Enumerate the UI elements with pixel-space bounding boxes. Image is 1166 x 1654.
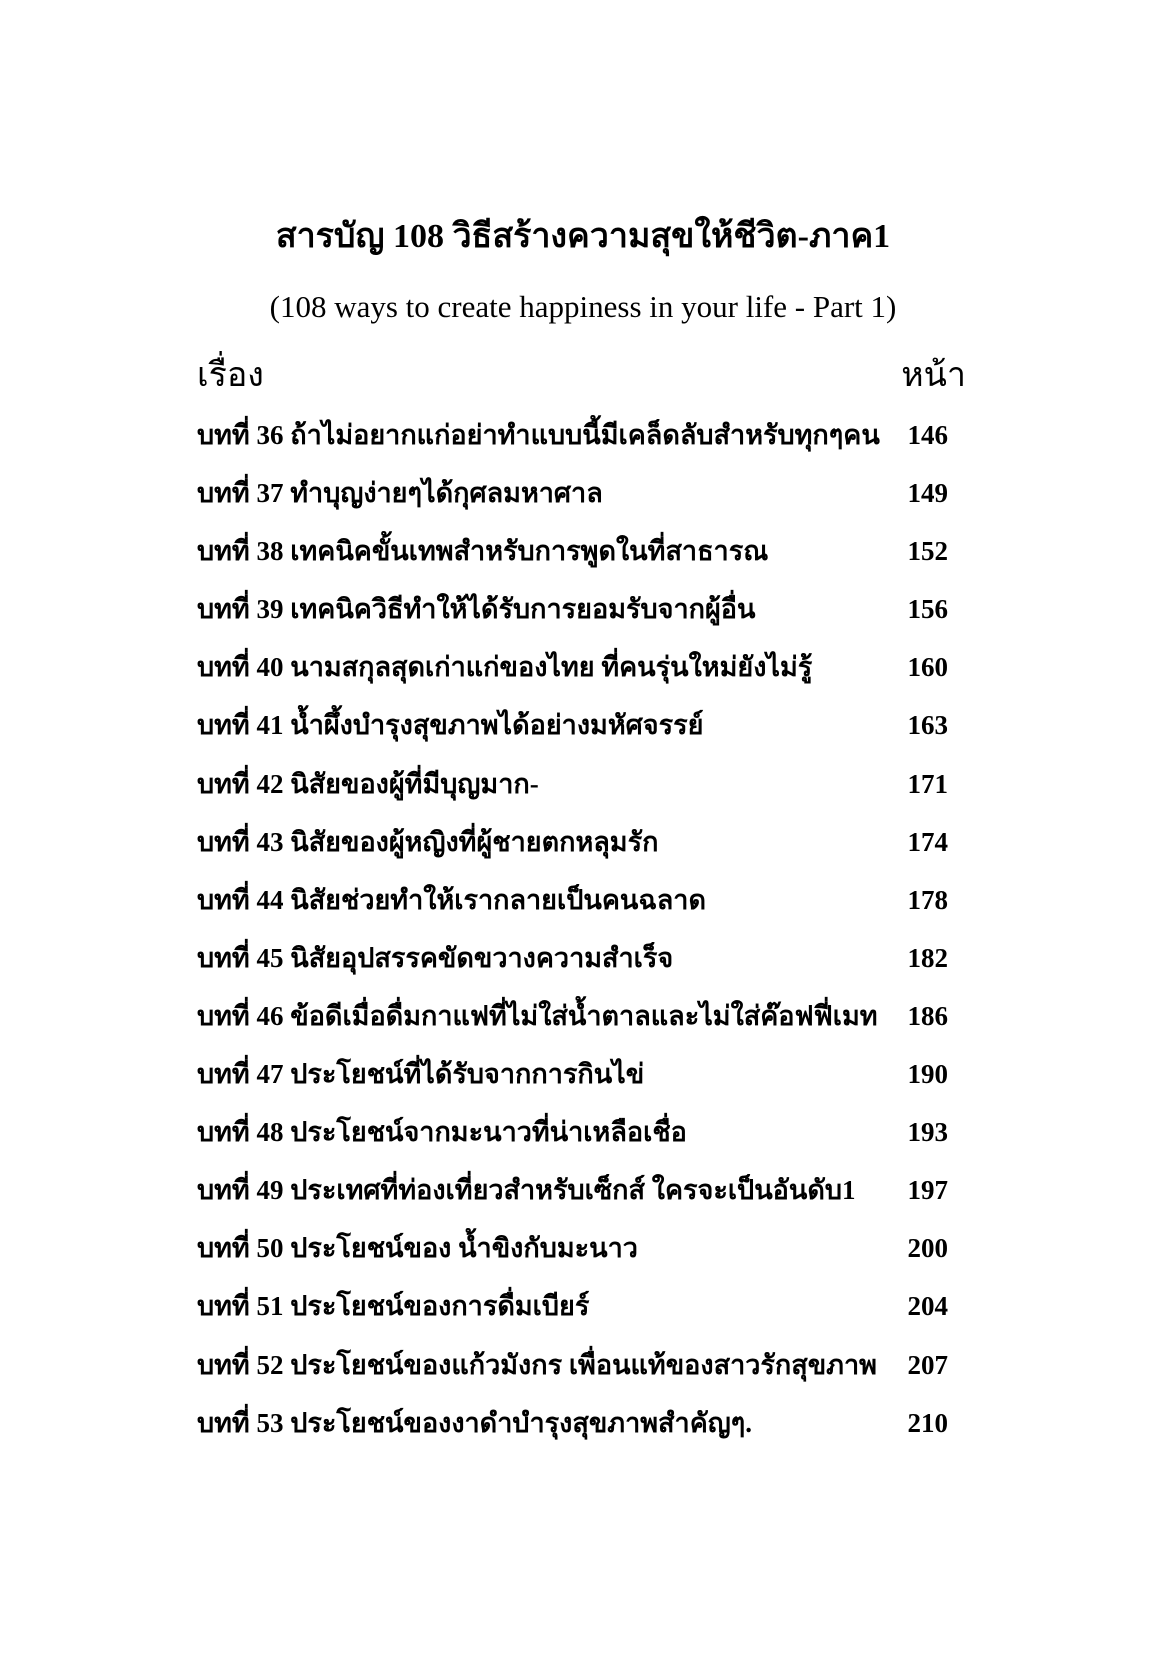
toc-page-number: 190 [907,1059,948,1090]
toc-chapter-title: บทที่ 41 น้ำผึ้งบำรุงสุขภาพได้อย่างมหัศจรรย์ [197,710,704,741]
toc-entry [197,473,957,531]
toc-entry [197,1228,957,1286]
toc-entry [197,996,957,1054]
toc-entry [197,1345,957,1403]
toc-chapter-title: บทที่ 45 นิสัยอุปสรรคขัดขวางความสำเร็จ [197,942,674,973]
toc-chapter-title: บทที่ 38 เทคนิคขั้นเทพสำหรับการพูดในที่สาธารณ [197,536,769,567]
toc-page-number: 178 [907,884,948,915]
toc-page-number: 197 [907,1175,948,1206]
toc-page-number: 186 [907,1000,948,1031]
toc-entry [197,705,957,763]
toc-entry [197,415,957,473]
toc-chapter-title: บทที่ 46 ข้อดีเมื่อดื่มกาแฟที่ไม่ใส่น้ำตาลและไม่ใส่ค๊อฟฟี่เมท [197,1000,878,1031]
toc-page-number: 210 [907,1407,948,1438]
toc-page-number: 174 [907,826,948,857]
toc-entry [197,938,957,996]
toc-page-number: 182 [907,942,948,973]
toc-page-number: 171 [907,768,948,799]
toc-chapter-title: บทที่ 39 เทคนิควิธีทำให้ได้รับการยอมรับจากผู้อื่น [197,594,756,625]
toc-page-number: 152 [907,536,948,567]
toc-page-number: 163 [907,710,948,741]
column-header-page: หน้า [901,357,966,394]
toc-chapter-title: บทที่ 36 ถ้าไม่อยากแก่อย่าทำแบบนี้มีเคล็ดลับสำหรับทุกๆคน [197,420,880,450]
table-of-contents [197,415,957,1461]
toc-page-number: 200 [907,1233,948,1264]
toc-entry [197,589,957,647]
toc-chapter-title: บทที่ 42 นิสัยของผู้ที่มีบุญมาก- [197,768,539,799]
toc-entry [197,1112,957,1170]
toc-page-number: 204 [907,1291,948,1322]
toc-chapter-title: บทที่ 44 นิสัยช่วยทำให้เรากลายเป็นคนฉลาด [197,884,706,915]
toc-chapter-title: บทที่ 40 นามสกุลสุดเก่าแก่ของไทย ที่คนรุ่นใหม่ยังไม่รู้ [197,652,813,683]
toc-chapter-title: บทที่ 49 ประเทศที่ท่องเที่ยวสำหรับเซ็กส์ ใครจะเป็นอันดับ1 [197,1175,856,1206]
toc-entry [197,822,957,880]
toc-entry [197,1170,957,1228]
toc-entry [197,1403,957,1461]
toc-page-number: 160 [907,652,948,683]
toc-entry [197,531,957,589]
page-title: สารบัญ 108 วิธีสร้างความสุขให้ชีวิต-ภาค1 [275,218,891,255]
toc-entry [197,1054,957,1112]
toc-chapter-title: บทที่ 50 ประโยชน์ของ น้ำขิงกับมะนาว [197,1233,638,1264]
toc-page-number: 156 [907,594,948,625]
toc-chapter-title: บทที่ 47 ประโยชน์ที่ได้รับจากการกินไข่ [197,1059,645,1090]
column-header-topic: เรื่อง [197,357,264,394]
toc-chapter-title: บทที่ 48 ประโยชน์จากมะนาวที่น่าเหลือเชื่อ [197,1117,687,1148]
toc-chapter-title: บทที่ 53 ประโยชน์ของงาดำบำรุงสุขภาพสำคัญๆ. [197,1407,753,1438]
toc-entry [197,880,957,938]
toc-entry [197,764,957,822]
toc-chapter-title: บทที่ 43 นิสัยของผู้หญิงที่ผู้ชายตกหลุมรัก [197,826,659,857]
toc-page-number: 146 [907,420,948,450]
page-subtitle: (108 ways to create happiness in your life - Part 1) [269,289,897,324]
toc-page-number: 193 [907,1117,948,1148]
toc-page-number: 149 [907,478,948,509]
toc-chapter-title: บทที่ 52 ประโยชน์ของแก้วมังกร เพื่อนแท้ของสาวรักสุขภาพ [197,1349,877,1380]
toc-entry [197,1286,957,1344]
toc-entry [197,647,957,705]
toc-page-number: 207 [907,1349,948,1380]
toc-chapter-title: บทที่ 37 ทำบุญง่ายๆได้กุศลมหาศาล [197,478,603,509]
toc-chapter-title: บทที่ 51 ประโยชน์ของการดื่มเบียร์ [197,1291,590,1322]
